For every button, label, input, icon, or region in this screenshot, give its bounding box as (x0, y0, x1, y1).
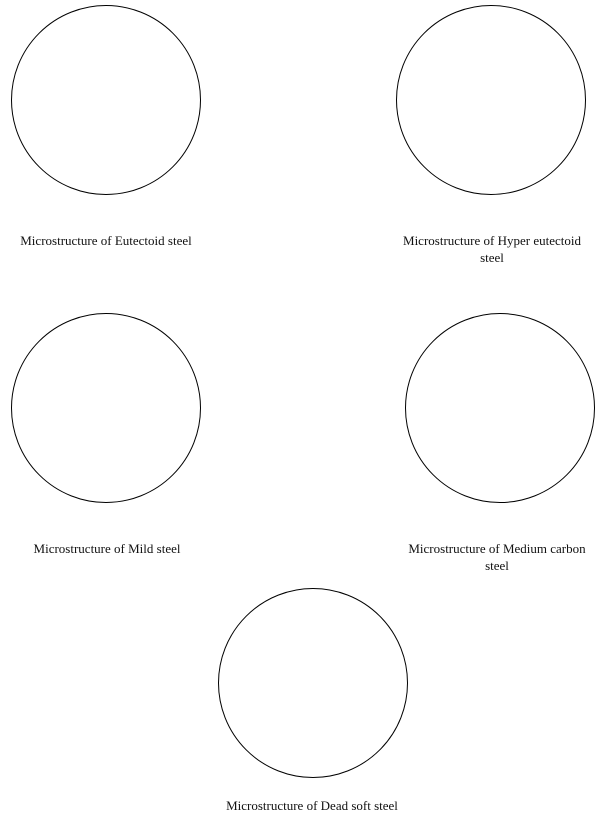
caption-mild-steel (0, 540, 214, 557)
caption-medium-carbon-line2: steel (485, 558, 509, 573)
caption-hyper-eutectoid-line1: Microstructure of Hyper eutectoid (403, 233, 581, 248)
micrograph-circle-hyper-eutectoid (396, 5, 586, 195)
micrograph-circle-eutectoid (11, 5, 201, 195)
caption-eutectoid-line1: Microstructure of Eutectoid steel (20, 233, 192, 248)
caption-medium-carbon (390, 540, 604, 574)
caption-hyper-eutectoid (382, 232, 602, 266)
micrograph-circle-medium-carbon (405, 313, 595, 503)
caption-dead-soft-line1: Microstructure of Dead soft steel (226, 798, 398, 813)
caption-dead-soft (192, 797, 432, 814)
caption-hyper-eutectoid-line2: steel (480, 250, 504, 265)
micrograph-circle-dead-soft (218, 588, 408, 778)
caption-medium-carbon-line1: Microstructure of Medium carbon (408, 541, 586, 556)
caption-eutectoid (0, 232, 212, 249)
caption-mild-steel-line1: Microstructure of Mild steel (33, 541, 181, 556)
micrograph-circle-mild-steel (11, 313, 201, 503)
